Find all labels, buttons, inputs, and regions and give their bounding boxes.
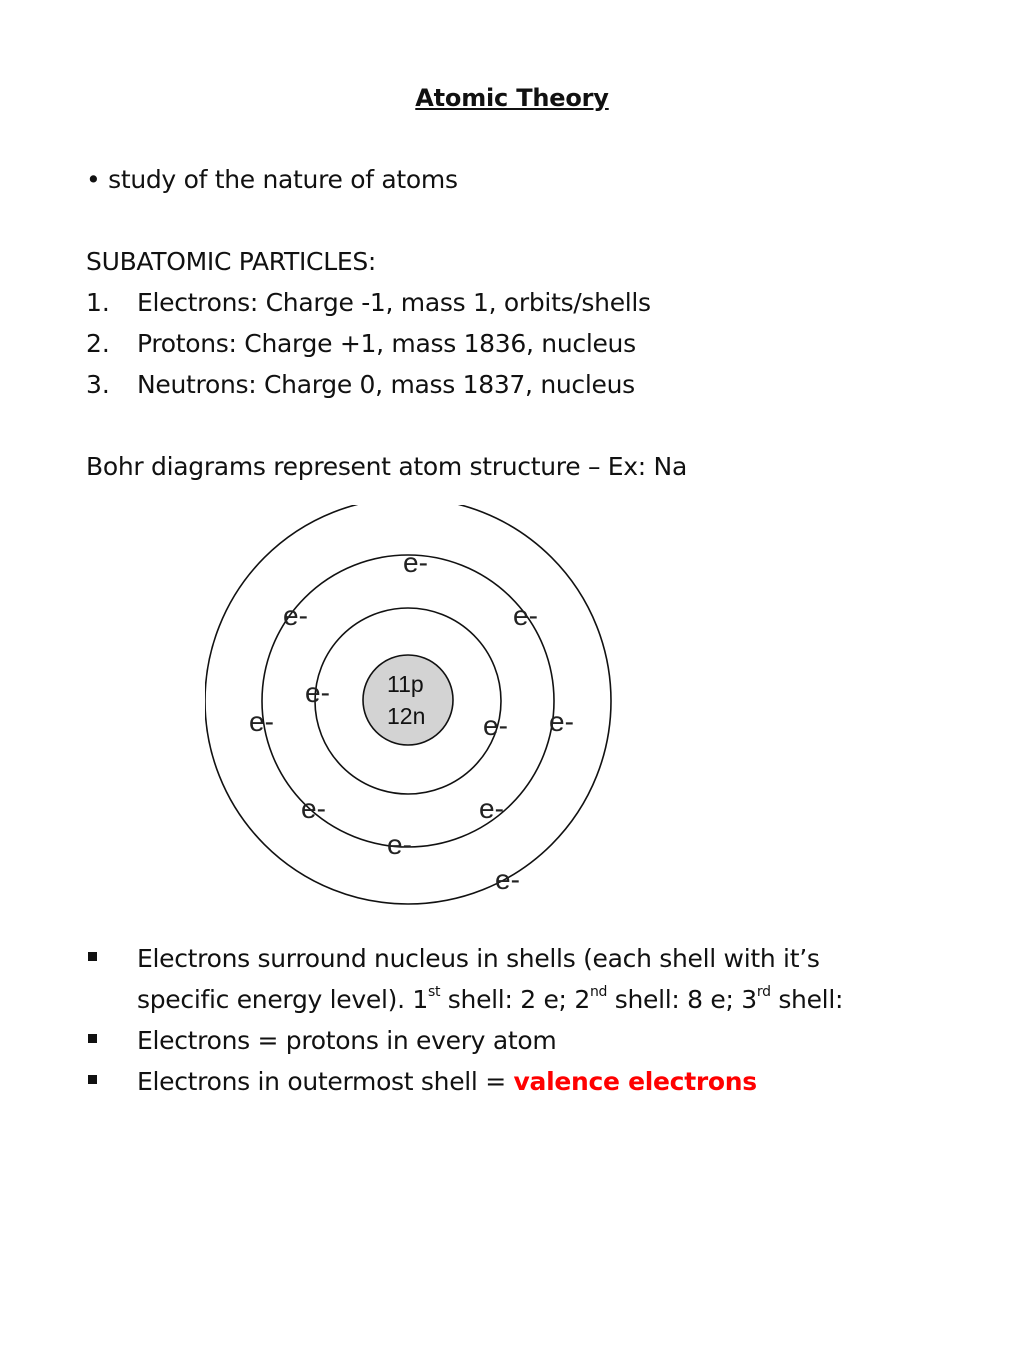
bullet-shells-line2b: shell: 2 e; 2 (440, 985, 590, 1014)
bullet-electrons-protons: Electrons = protons in every atom (137, 1026, 557, 1055)
neutron-count: 12n (387, 703, 426, 729)
electron-label: e- (403, 547, 428, 578)
intro-bullet: • study of the nature of atoms (86, 165, 458, 194)
list-item-number: 1. (86, 288, 110, 317)
electron-label: e- (479, 793, 504, 824)
electron-label: e- (283, 600, 308, 631)
bullet-valence-prefix: Electrons in outermost shell = (137, 1067, 514, 1096)
electron-label: e- (483, 710, 508, 741)
superscript-nd: nd (589, 983, 608, 1000)
superscript-st: st (427, 983, 441, 1000)
bullet-shells-line2a: specific energy level). 1 (137, 985, 428, 1014)
bohr-diagram (205, 505, 625, 905)
electron-label: e- (249, 706, 274, 737)
bullet-valence (137, 1061, 977, 1102)
bullet-shells-line2c: shell: 8 e; 3 (607, 985, 757, 1014)
list-item-number: 2. (86, 329, 110, 358)
electron-label: e- (513, 600, 538, 631)
nucleus (363, 655, 453, 745)
electron-label: e- (301, 793, 326, 824)
list-item-protons: Protons: Charge +1, mass 1836, nucleus (137, 329, 636, 358)
electron-label: e- (305, 677, 330, 708)
square-bullet-icon (88, 952, 97, 961)
proton-count: 11p (387, 671, 424, 697)
bullet-shells-line2d: shell: (770, 985, 844, 1014)
page-title: Atomic Theory (415, 84, 609, 112)
bohr-description: Bohr diagrams represent atom structure – Ex: Na (86, 452, 687, 481)
square-bullet-icon (88, 1075, 97, 1084)
electron-label: e- (387, 829, 412, 860)
square-bullet-icon (88, 1034, 97, 1043)
valence-electrons-highlight: valence electrons (513, 1067, 757, 1096)
bullet-shells (137, 938, 977, 1020)
electron-label: e- (549, 706, 574, 737)
list-item-electrons: Electrons: Charge -1, mass 1, orbits/shells (137, 288, 651, 317)
list-item-number: 3. (86, 370, 110, 399)
subatomic-heading: SUBATOMIC PARTICLES: (86, 247, 377, 276)
electron-label: e- (495, 864, 520, 895)
superscript-rd: rd (756, 983, 771, 1000)
list-item-neutrons: Neutrons: Charge 0, mass 1837, nucleus (137, 370, 635, 399)
bullet-shells-line1: Electrons surround nucleus in shells (each shell with it’s (137, 944, 820, 973)
